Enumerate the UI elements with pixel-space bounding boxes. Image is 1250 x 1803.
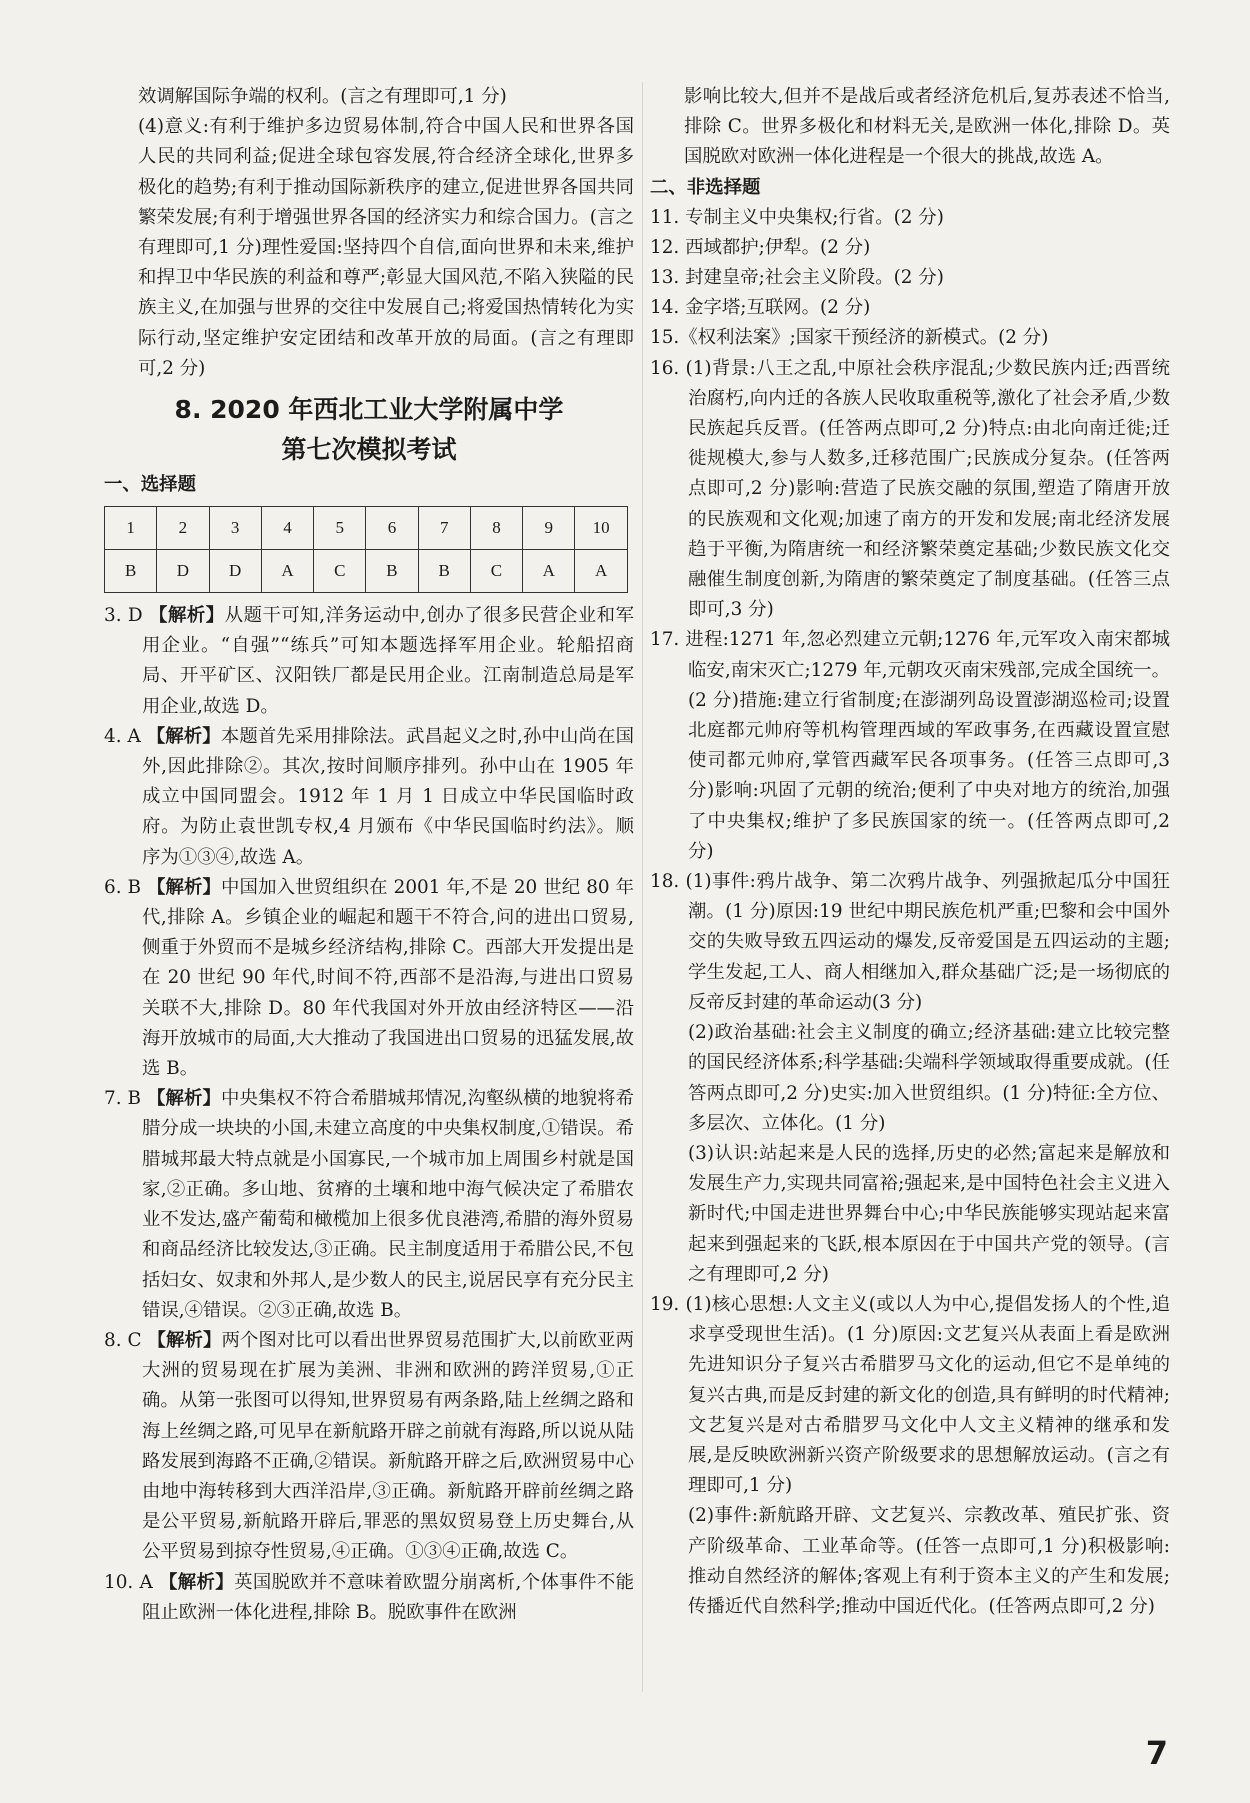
answer-item-11: 11. 专制主义中央集权;行省。(2 分) (650, 206, 944, 228)
q-answer: C (470, 550, 522, 593)
item-number: 16. (650, 357, 686, 379)
q-answer: A (261, 550, 313, 593)
answer-item-12: 12. 西域都护;伊犁。(2 分) (650, 236, 871, 258)
item-text: (1)事件:鸦片战争、第二次鸦片战争、列强掀起瓜分中国狂潮。(1 分)原因:19 世纪中期民族危机严重;巴黎和会中国外交的失败导致五四运动的爆发,反帝爱国是五四运动的主题;学生发起,工人、商人相继加入,群众基础广泛;是一场彻底的反帝反封建的革命运动(3 分) (685, 871, 1171, 1013)
right-column (650, 82, 1170, 1622)
item-number: 18. (650, 871, 686, 893)
prev-answer-significance: (4)意义:有利于维护多边贸易体制,符合中国人民和世界各国人民的共同利益;促进全球包容发展,符合经济全球化,世界多极化的趋势;有利于推动国际新秩序的建立,促进世界各国共同繁荣发展;有利于增强世界各国的经济实力和综合国力。(言之有理即可,1 分)理性爱国:坚持四个自信,面向世界和未来,维护和捍卫中华民族的利益和尊严;彰显大国风范,不陷入狭隘的民族主义,在加强与世界的交往中发展自己;将爱国热情转化为实际行动,坚定维护安定团结和改革开放的局面。(言之有理即可,2 分) (138, 116, 634, 379)
analysis-item-3 (104, 601, 634, 722)
analysis-label: 【解析】 (146, 1088, 222, 1110)
answer-table-answer-row (105, 550, 628, 593)
answer-item-18-part2: (2)政治基础:社会主义制度的确立;经济基础:建立比较完整的国民经济体系;科学基础:尖端科学领域取得重要成就。(任答两点即可,2 分)史实:加入世贸组织。(1 分)特征:全方位、多层次、立体化。(1 分) (688, 1022, 1170, 1134)
item-text: 本题首先采用排除法。武昌起义之时,孙中山尚在国外,因此排除②。其次,按时间顺序排列。孙中山在 1905 年成立中国同盟会。1912 年 1 月 1 日成立中华民国临时政府。为防止袁世凯专权,4 月颁布《中华民国临时约法》。顺序为①③④,故选 A。 (142, 725, 634, 868)
item-number: 17. (650, 629, 686, 651)
item-text: (1)背景:八王之乱,中原社会秩序混乱;少数民族内迁;西晋统治腐朽,向内迁的各族人民收取重税等,激化了社会矛盾,少数民族起兵反晋。(任答两点即可,2 分)特点:由北向南迁徙;迁徙规模大,参与人数多,迁移范围广;民族成分复杂。(任答两点即可,2 分)影响:营造了民族交融的氛围,塑造了隋唐开放的民族观和文化观;加速了南方的开发和发展;南北经济发展趋于平衡,为隋唐统一和经济繁荣奠定基础;少数民族文化交融催生制度创新,为隋唐的繁荣奠定了制度基础。(任答三点即可,3 分) (685, 357, 1170, 621)
answer-item-19-part1 (650, 1290, 1170, 1501)
q-answer: A (575, 550, 628, 593)
page-number: 7 (1145, 1734, 1168, 1772)
answer-item-13: 13. 封建皇帝;社会主义阶段。(2 分) (650, 267, 944, 289)
q-number: 2 (157, 507, 209, 550)
q-number: 7 (418, 507, 470, 550)
q-number: 6 (366, 507, 418, 550)
analysis-label: 【解析】 (147, 1329, 222, 1351)
analysis-label: 【解析】 (146, 725, 221, 747)
q-answer: D (209, 550, 261, 593)
q-answer: A (523, 550, 575, 593)
item-text: 中央集权不符合希腊城邦情况,沟壑纵横的地貌将希腊分成一块块的小国,未建立高度的中央集权制度,①错误。希腊城邦最大特点就是小国寡民,一个城市加上周围乡村就是国家,②正确。多山地、贫瘠的土壤和地中海气候决定了希腊农业不发达,盛产葡萄和橄榄加上很多优良港湾,希腊的海外贸易和商品经济比较发达,③正确。民主制度适用于希腊公民,不包括妇女、奴隶和外邦人,是少数人的民主,说居民享有充分民主错误,④错误。②③正确,故选 B。 (142, 1088, 634, 1321)
section-nonchoice-heading: 二、非选择题 (650, 176, 761, 198)
q-number: 9 (523, 507, 575, 550)
analysis-item-6 (104, 873, 634, 1084)
item-number: 8. C (104, 1329, 148, 1351)
analysis-label: 【解析】 (158, 1571, 235, 1593)
q-number: 4 (261, 507, 313, 550)
q-number: 1 (105, 507, 157, 550)
analysis-item-7 (104, 1084, 634, 1326)
q-answer: D (157, 550, 209, 593)
q-answer: C (314, 550, 366, 593)
item-text: 进程:1271 年,忽必烈建立元朝;1276 年,元军攻入南宋都城临安,南宋灭亡;1279 年,元朝攻灭南宋残部,完成全国统一。(2 分)措施:建立行省制度;在澎湖列岛设置澎湖巡检司;设置北庭都元帅府等机构管理西域的军政事务,在西藏设置宣慰使司都元帅府,掌管西藏军民各项事务。(任答三点即可,3 分)影响:巩固了元朝的统治;便利了中央对地方的统治,加强了中央集权;维护了多民族国家的统一。(任答两点即可,2 分) (685, 629, 1170, 862)
q-answer: B (105, 550, 157, 593)
item-number: 4. A (104, 725, 147, 747)
answer-table-header-row (105, 507, 628, 550)
item-number: 6. B (104, 876, 147, 898)
item-text: 两个图对比可以看出世界贸易范围扩大,以前欧亚两大洲的贸易现在扩展为美洲、非洲和欧洲的跨洋贸易,①正确。从第一张图可以得知,世界贸易有两条路,陆上丝绸之路和海上丝绸之路,可见早在新航路开辟之前就有海路,所以说从陆路发展到海路不正确,②错误。新航路开辟之后,欧洲贸易中心由地中海转移到大西洋沿岸,③正确。新航路开辟前丝绸之路是公平贸易,新航路开辟后,罪恶的黑奴贸易登上历史舞台,从公平贸易到掠夺性贸易,④正确。①③④正确,故选 C。 (142, 1329, 634, 1563)
q-number: 3 (209, 507, 261, 550)
answer-item-19-part2: (2)事件:新航路开辟、文艺复兴、宗教改革、殖民扩张、资产阶级革命、工业革命等。(任答一点即可,1 分)积极影响:推动自然经济的解体;客观上有利于资本主义的产生和发展;传播近代自然科学;推动中国近代化。(任答两点即可,2 分) (688, 1505, 1170, 1617)
item-number: 7. B (104, 1088, 147, 1110)
item-number: 10. A (104, 1571, 159, 1593)
q-number: 5 (314, 507, 366, 550)
answer-item-15: 15.《权利法案》;国家干预经济的新模式。(2 分) (650, 327, 1049, 349)
analysis-label: 【解析】 (147, 876, 222, 898)
q-answer: B (366, 550, 418, 593)
answer-item-17 (650, 625, 1170, 867)
answer-item-18-part3: (3)认识:站起来是人民的选择,历史的必然;富起来是解放和发展生产力,实现共同富裕;强起来,是中国特色社会主义进入新时代;中国走进世界舞台中心;中华民族能够实现站起来富起来到强起来的飞跃,根本原因在于中国共产党的领导。(言之有理即可,2 分) (688, 1142, 1170, 1285)
q-number: 8 (470, 507, 522, 550)
analysis-item-4 (104, 722, 634, 873)
analysis-item-10-continued: 影响比较大,但并不是战后或者经济危机后,复苏表述不恰当,排除 C。世界多极化和材料无关,是欧洲一体化,排除 D。英国脱欧对欧洲一体化进程是一个很大的挑战,故选 A。 (684, 86, 1170, 168)
prev-answer-end: 效调解国际争端的权利。(言之有理即可,1 分) (138, 86, 507, 107)
item-text: 英国脱欧并不意味着欧盟分崩离析,个体事件不能阻止欧洲一体化进程,排除 B。脱欧事件在欧洲 (142, 1571, 634, 1623)
item-text: 从题干可知,洋务运动中,创办了很多民营企业和军用企业。“自强”“练兵”可知本题选择军用企业。轮船招商局、开平矿区、汉阳铁厂都是民用企业。江南制造总局是军用企业,故选 D。 (142, 605, 634, 717)
exam-title-line2: 第七次模拟考试 (281, 435, 457, 465)
answer-table (104, 506, 628, 593)
item-text: 中国加入世贸组织在 2001 年,不是 20 世纪 80 年代,排除 A。乡镇企业的崛起和题干不符合,问的进出口贸易,侧重于外贸而不是城乡经济结构,排除 C。西部大开发提出是在 20 世纪 90 年代,时间不符,西部不是沿海,与进出口贸易关联不大,排除 D。80 年代我国对外开放由经济特区——沿海开放城市的局面,大大推动了我国进出口贸易的迅猛发展,故选 B。 (142, 876, 634, 1080)
section-choice-heading: 一、选择题 (104, 474, 196, 496)
exam-title-line1: 8. 2020 年西北工业大学附属中学 (174, 395, 564, 425)
item-number: 3. D (104, 605, 150, 627)
answer-item-14: 14. 金字塔;互联网。(2 分) (650, 297, 871, 319)
answer-item-18-part1 (650, 867, 1170, 1018)
left-column (104, 82, 634, 1628)
analysis-item-10 (104, 1568, 634, 1628)
answer-item-16 (650, 354, 1170, 626)
q-answer: B (418, 550, 470, 593)
analysis-item-8 (104, 1326, 634, 1568)
item-text: (1)核心思想:人文主义(或以人为中心,提倡发扬人的个性,追求享受现世生活)。(1 分)原因:文艺复兴从表面上看是欧洲先进知识分子复兴古希腊罗马文化的运动,但它不是单纯的复兴古典,而是反封建的新文化的创造,具有鲜明的时代精神;文艺复兴是对古希腊罗马文化中人文主义精神的继承和发展,是反映欧洲新兴资产阶级要求的思想解放运动。(言之有理即可,1 分) (685, 1293, 1170, 1497)
q-number: 10 (575, 507, 628, 550)
column-divider (642, 82, 643, 1692)
item-number: 19. (650, 1293, 686, 1315)
analysis-label: 【解析】 (149, 605, 225, 627)
